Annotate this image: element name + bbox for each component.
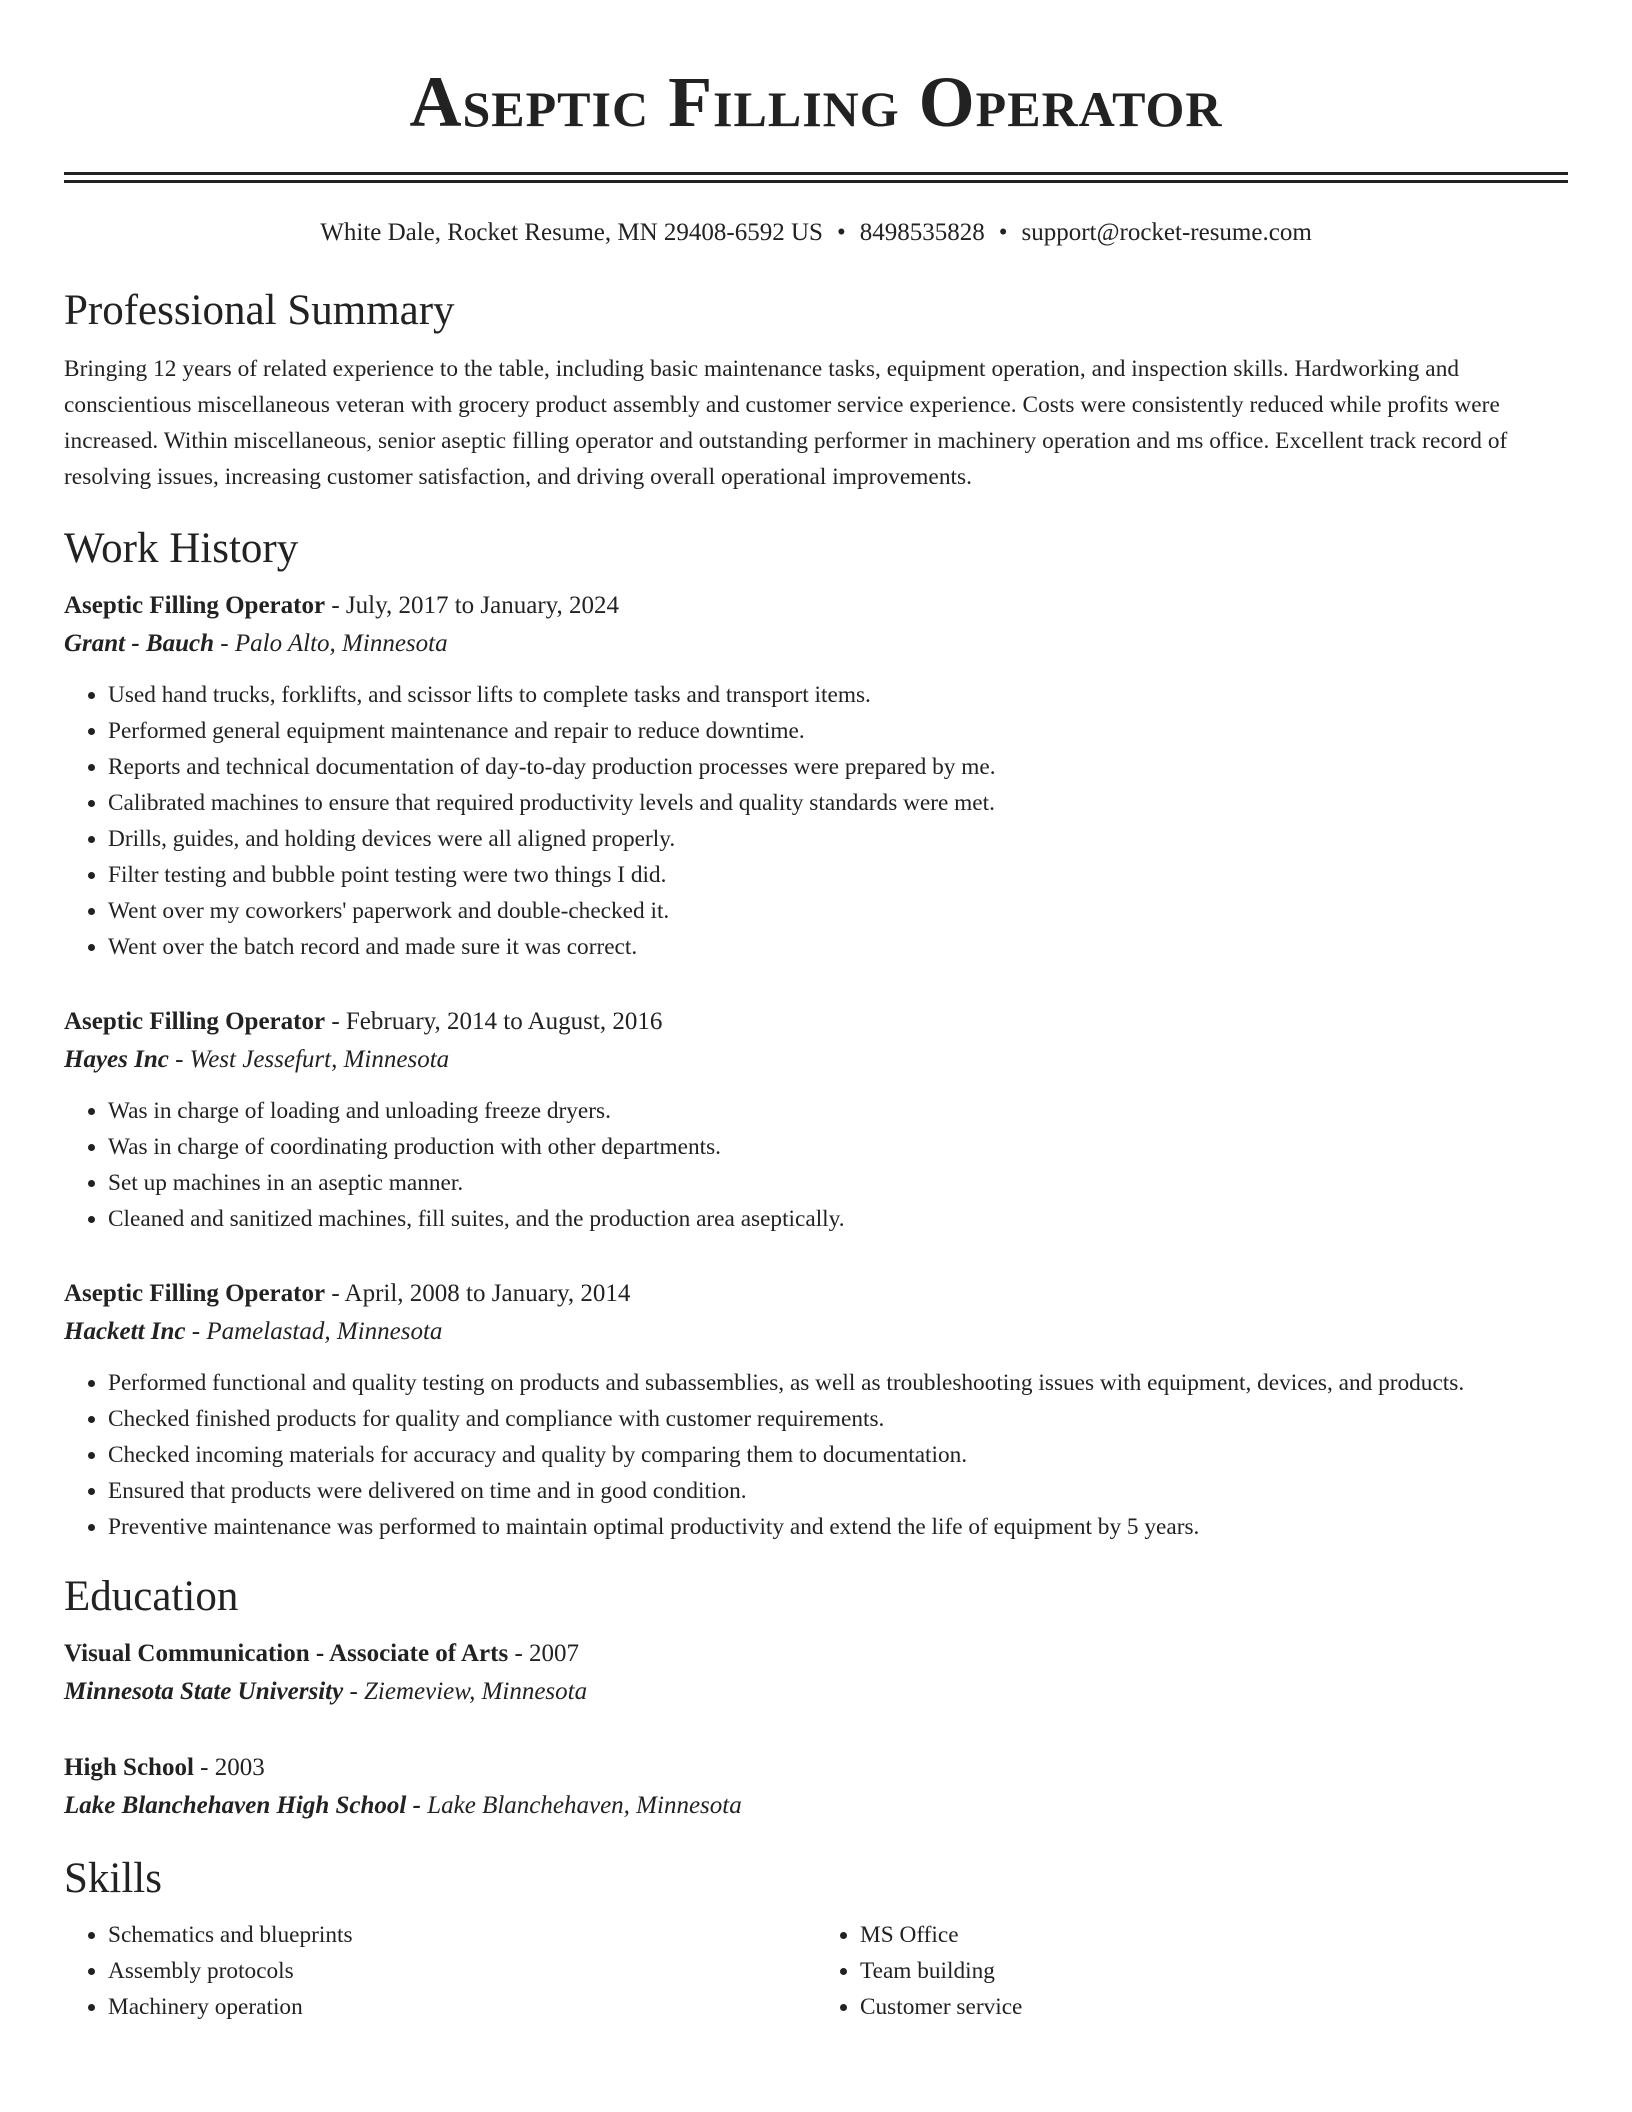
job-company: Grant - Bauch: [64, 630, 215, 657]
job-bullets: [64, 1365, 1568, 1545]
skill-item: • Machinery operation: [108, 1989, 816, 2025]
contact-separator: •: [836, 219, 846, 246]
contact-separator: •: [998, 219, 1008, 246]
skills-column-left: [64, 1917, 816, 2025]
job-bullet: • Was in charge of coordinating production with other departments.: [108, 1129, 1568, 1165]
skill-item: • Assembly protocols: [108, 1953, 816, 1989]
education-year: - 2007: [508, 1640, 580, 1667]
education-location: - Ziemeview, Minnesota: [343, 1678, 588, 1705]
education-school-line: [64, 1673, 1568, 1711]
job-entry: [64, 587, 1568, 965]
job-bullet: • Performed general equipment maintenance and repair to reduce downtime.: [108, 713, 1568, 749]
job-bullet: • Cleaned and sanitized machines, fill suites, and the production area aseptically.: [108, 1201, 1568, 1237]
education-school-line: [64, 1787, 1568, 1825]
job-bullets: [64, 1093, 1568, 1237]
skills-column-right: [816, 1917, 1568, 2025]
job-employer: [64, 625, 1568, 663]
job-bullet: • Went over the batch record and made sure it was correct.: [108, 929, 1568, 965]
section-title-skills: Skills: [64, 1855, 162, 1902]
skill-item: • Team building: [860, 1953, 1568, 1989]
section-title-summary: Professional Summary: [64, 287, 455, 334]
contact-address: White Dale, Rocket Resume, MN 29408-6592 US: [320, 219, 823, 246]
education-entry: [64, 1749, 1568, 1825]
job-bullet: • Reports and technical documentation of day-to-day production processes were prepared by me.: [108, 749, 1568, 785]
education-school: Minnesota State University: [64, 1678, 344, 1705]
job-bullet: • Filter testing and bubble point testing were two things I did.: [108, 857, 1568, 893]
job-role: Aseptic Filling Operator: [64, 592, 326, 619]
section-title-work-history: Work History: [64, 525, 299, 572]
education-degree: Visual Communication - Associate of Arts: [64, 1640, 509, 1667]
education-heading: [64, 1749, 1568, 1787]
job-heading: [64, 587, 1568, 625]
job-dates: - February, 2014 to August, 2016: [325, 1008, 663, 1035]
job-bullet: • Checked finished products for quality and compliance with customer requirements.: [108, 1401, 1568, 1437]
job-bullets: [64, 677, 1568, 965]
job-entry: [64, 1275, 1568, 1545]
header-double-rule: [64, 172, 1568, 183]
education-degree: High School: [64, 1754, 194, 1781]
section-title-education: Education: [64, 1573, 239, 1620]
skills-list: [64, 1917, 1568, 2025]
job-role: Aseptic Filling Operator: [64, 1008, 326, 1035]
job-bullet: • Set up machines in an aseptic manner.: [108, 1165, 1568, 1201]
job-bullet: • Ensured that products were delivered on time and in good condition.: [108, 1473, 1568, 1509]
contact-email: support@rocket-resume.com: [1021, 219, 1312, 246]
summary-text: Bringing 12 years of related experience to the table, including basic maintenance tasks, equipment operation, and inspection skills. Hardworking and conscientious miscellaneous veteran with grocery product assembly and customer service experience. Costs were consistently reduced while profits were increased. Within miscellaneous, senior aseptic filling operator and outstanding performer in machinery operation and ms office. Excellent track record of resolving issues, increasing customer satisfaction, and driving overall operational improvements.: [64, 356, 1508, 490]
job-employer: [64, 1041, 1568, 1079]
job-bullet: • Performed functional and quality testing on products and subassemblies, as well as troubleshooting issues with equipment, devices, and products.: [108, 1365, 1568, 1401]
job-bullet: • Drills, guides, and holding devices were all aligned properly.: [108, 821, 1568, 857]
education-year: - 2003: [193, 1754, 265, 1781]
job-location: - Pamelastad, Minnesota: [185, 1318, 443, 1345]
job-location: - Palo Alto, Minnesota: [214, 630, 448, 657]
job-bullet: • Was in charge of loading and unloading freeze dryers.: [108, 1093, 1568, 1129]
skill-item: • Customer service: [860, 1989, 1568, 2025]
job-dates: - April, 2008 to January, 2014: [325, 1280, 631, 1307]
job-employer: [64, 1313, 1568, 1351]
job-bullet: • Went over my coworkers' paperwork and double-checked it.: [108, 893, 1568, 929]
contact-phone: 8498535828: [859, 219, 985, 246]
contact-line: [64, 217, 1568, 249]
skill-item: • Schematics and blueprints: [108, 1917, 816, 1953]
education-school: Lake Blanchehaven High School -: [64, 1792, 421, 1819]
education-location: Lake Blanchehaven, Minnesota: [420, 1792, 742, 1819]
skill-item: • MS Office: [860, 1917, 1568, 1953]
job-heading: [64, 1275, 1568, 1313]
job-role: Aseptic Filling Operator: [64, 1280, 326, 1307]
job-bullet: • Checked incoming materials for accuracy and quality by comparing them to documentation.: [108, 1437, 1568, 1473]
job-company: Hayes Inc: [64, 1046, 169, 1073]
job-location: - West Jessefurt, Minnesota: [168, 1046, 450, 1073]
job-bullet: • Calibrated machines to ensure that required productivity levels and quality standards were met.: [108, 785, 1568, 821]
job-bullet: • Used hand trucks, forklifts, and scissor lifts to complete tasks and transport items.: [108, 677, 1568, 713]
job-dates: - July, 2017 to January, 2024: [325, 592, 620, 619]
education-entry: [64, 1635, 1568, 1711]
resume-name: Aseptic Filling Operator: [409, 62, 1223, 142]
job-company: Hackett Inc: [64, 1318, 186, 1345]
job-bullet: • Preventive maintenance was performed to maintain optimal productivity and extend the life of equipment by 5 years.: [108, 1509, 1568, 1545]
job-heading: [64, 1003, 1568, 1041]
education-heading: [64, 1635, 1568, 1673]
job-entry: [64, 1003, 1568, 1237]
